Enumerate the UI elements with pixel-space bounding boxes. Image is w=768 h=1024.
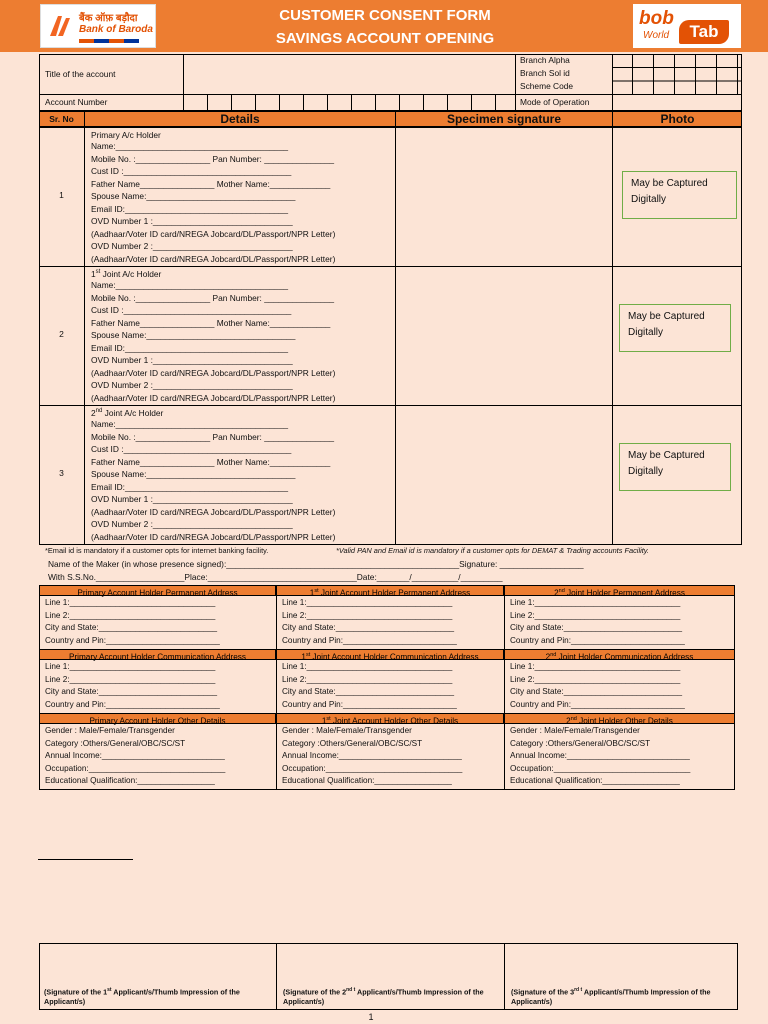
- address-line-field[interactable]: Country and Pin:_________________________: [45, 699, 220, 709]
- applicant-signature-caption[interactable]: [44, 985, 272, 1007]
- address-header-suffix: Joint Account Holder Communication Address: [310, 652, 479, 662]
- address-line-field[interactable]: Country and Pin:_________________________: [282, 699, 457, 709]
- address-header-sup: st: [314, 588, 319, 594]
- address-line-field[interactable]: Educational Qualification:_________________: [45, 776, 215, 785]
- holder-field-ovd-docs: (Aadhaar/Voter ID card/NREGA Jobcard/DL/Passport/NPR Letter): [91, 392, 336, 403]
- holder-field-name[interactable]: Name:_____________________________________: [91, 419, 289, 429]
- address-header-text: 2: [554, 588, 559, 598]
- address-header-suffix: Joint Holder Permanent Address: [564, 588, 685, 598]
- address-line-field[interactable]: Educational Qualification:_________________: [510, 776, 680, 785]
- logo-stripe: [79, 39, 139, 43]
- holder-field-ovd-docs: (Aadhaar/Voter ID card/NREGA Jobcard/DL/Passport/NPR Letter): [91, 228, 336, 239]
- address-header-sup: st: [305, 652, 311, 658]
- address-line-field[interactable]: Annual Income:___________________________: [45, 751, 225, 760]
- address-line-field[interactable]: City and State:__________________________: [282, 687, 455, 696]
- address-line-field[interactable]: Occupation:______________________________: [45, 763, 226, 773]
- holder-field-ovd2[interactable]: OVD Number 2 :______________________________: [91, 519, 293, 529]
- form-title-line2: SAVINGS ACCOUNT OPENING: [275, 30, 495, 47]
- address-line-field[interactable]: Annual Income:___________________________: [510, 751, 690, 760]
- holder-field-ovd-docs: (Aadhaar/Voter ID card/NREGA Jobcard/DL/Passport/NPR Letter): [91, 253, 336, 264]
- branch-code-grid[interactable]: [612, 54, 742, 94]
- holder-field-father-mother[interactable]: Father Name________________ Mother Name:_____________: [91, 178, 331, 189]
- address-line-field[interactable]: Gender : Male/Female/Transgender: [45, 726, 175, 735]
- holder-heading-text: 2: [91, 407, 96, 418]
- address-line-field[interactable]: Country and Pin:_________________________: [510, 699, 685, 709]
- address-header-sup: st: [326, 716, 331, 722]
- signature-line: [38, 859, 133, 860]
- address-section-header: [504, 649, 735, 660]
- scheme-code-label: Scheme Code: [520, 81, 574, 91]
- address-line-field[interactable]: Gender : Male/Female/Transgender: [282, 726, 412, 735]
- holder-field-ovd2[interactable]: OVD Number 2 :______________________________: [91, 241, 293, 251]
- address-line-field[interactable]: Country and Pin:_________________________: [282, 635, 457, 645]
- holder-field-mobile[interactable]: Mobile No. :________________ Pan Number: _______________: [91, 431, 335, 442]
- address-line-field[interactable]: Country and Pin:_________________________: [510, 635, 685, 645]
- address-line-field[interactable]: City and State:__________________________: [510, 687, 683, 696]
- address-header-text: Primary Account Holder Permanent Address: [77, 588, 238, 598]
- address-line-field[interactable]: Category :Others/General/OBC/SC/ST: [45, 738, 186, 748]
- mode-of-operation-label: Mode of Operation: [520, 97, 590, 107]
- address-header-text: 1: [309, 588, 315, 598]
- holder-field-ovd1[interactable]: OVD Number 1 :______________________________: [91, 355, 293, 365]
- bobworld-bob-text: bob: [639, 8, 674, 29]
- signature-caption-sup: nd t: [346, 987, 356, 993]
- address-line-field[interactable]: Occupation:______________________________: [282, 763, 463, 773]
- signature-caption-suffix: Applicant/s/Thumb Impression of the Applicant/s): [283, 987, 484, 1007]
- address-section-header: [276, 713, 504, 724]
- address-line-field[interactable]: Category :Others/General/OBC/SC/ST: [282, 738, 423, 748]
- address-header-text: 1: [321, 716, 327, 726]
- sr-no-header: Sr. No: [49, 114, 74, 124]
- holder-heading-suffix: Joint A/c Holder: [100, 268, 162, 279]
- address-section-header: [276, 649, 504, 660]
- holder-heading-sup: st: [95, 269, 101, 275]
- signature-caption-text: (Signature of the 1: [44, 987, 108, 997]
- holder-field-mobile[interactable]: Mobile No. :________________ Pan Number: _______________: [91, 153, 335, 164]
- holder-sr-no: 1: [59, 190, 64, 200]
- holder-field-ovd-docs: (Aadhaar/Voter ID card/NREGA Jobcard/DL/Passport/NPR Letter): [91, 367, 336, 378]
- holder-field-spouse[interactable]: Spouse Name:________________________________: [91, 469, 296, 479]
- specimen-signature-header: Specimen signature: [446, 112, 562, 126]
- pan-mandatory-note: *Valid PAN and Email id is mandatory if a customer opts for DEMAT & Trading accounts Facility.: [336, 546, 649, 555]
- address-section-header: [39, 713, 276, 724]
- holder-field-name[interactable]: Name:_____________________________________: [91, 141, 289, 151]
- address-header-sup: nd: [550, 652, 557, 658]
- signature-caption-text: (Signature of the 3: [511, 987, 575, 997]
- address-line-field[interactable]: Educational Qualification:_________________: [282, 776, 452, 785]
- address-line-field[interactable]: Gender : Male/Female/Transgender: [510, 726, 640, 735]
- address-header-sup: nd: [558, 588, 565, 594]
- photo-header: Photo: [660, 112, 695, 126]
- page-number: 1: [368, 1012, 374, 1022]
- holder-field-ovd2[interactable]: OVD Number 2 :______________________________: [91, 380, 293, 390]
- signature-caption-text: (Signature of the 2: [283, 987, 347, 997]
- holder-field-mobile[interactable]: Mobile No. :________________ Pan Number: _______________: [91, 292, 335, 303]
- address-line-field[interactable]: Occupation:______________________________: [510, 763, 691, 773]
- specimen-signature-field[interactable]: [396, 127, 612, 266]
- holder-field-cust-id[interactable]: Cust ID :____________________________________: [91, 305, 292, 315]
- maker-name-line[interactable]: Name of the Maker (in whose presence signed):__________________________________________________Signature: __________________: [48, 559, 584, 569]
- holder-field-spouse[interactable]: Spouse Name:________________________________: [91, 191, 296, 201]
- bob-world-tab-logo: [633, 4, 741, 48]
- ss-place-date-line[interactable]: With S.S.No.___________________Place:________________________________Date:_______/__________/_________: [48, 572, 503, 582]
- photo-capture-note: May be Captured Digitally: [619, 304, 731, 352]
- address-header-text: Primary Account Holder Communication Address: [68, 652, 246, 662]
- holder-heading-text: Primary A/c Holder: [91, 129, 161, 140]
- photo-capture-note: May be Captured Digitally: [622, 171, 737, 219]
- address-section-header: [504, 713, 735, 724]
- signature-caption-sup: st: [107, 987, 112, 993]
- account-number-boxes[interactable]: [183, 94, 515, 111]
- applicant-signature-caption[interactable]: [283, 985, 501, 1007]
- holder-sr-no: 3: [59, 468, 64, 478]
- address-line-field[interactable]: Line 2:________________________________: [282, 610, 453, 620]
- address-line-field[interactable]: Line 1:________________________________: [45, 662, 216, 671]
- address-section-header: [39, 649, 276, 660]
- address-header-suffix: Joint Account Holder Permanent Address: [318, 588, 471, 598]
- branch-sol-id-label: Branch Sol id: [520, 68, 570, 78]
- address-section-header: [504, 585, 735, 596]
- holder-field-email[interactable]: Email ID:___________________________________: [91, 203, 288, 214]
- holder-field-cust-id[interactable]: Cust ID :____________________________________: [91, 166, 292, 176]
- address-section-header: [276, 585, 504, 596]
- address-line-field[interactable]: City and State:__________________________: [282, 623, 455, 632]
- details-header: Details: [220, 112, 260, 126]
- address-line-field[interactable]: Line 1:________________________________: [510, 598, 681, 607]
- holder-field-ovd-docs: (Aadhaar/Voter ID card/NREGA Jobcard/DL/Passport/NPR Letter): [91, 531, 336, 542]
- bank-of-baroda-logo: [40, 4, 156, 48]
- holder-field-ovd1[interactable]: OVD Number 1 :______________________________: [91, 494, 293, 504]
- address-header-suffix: Joint Account Holder Other Details: [330, 716, 459, 726]
- holder-sr-no: 2: [59, 329, 64, 339]
- applicant-signature-caption[interactable]: [511, 985, 729, 1007]
- holder-heading-suffix: Joint A/c Holder: [102, 407, 164, 418]
- signature-caption-suffix: Applicant/s/Thumb Impression of the Applicant/s): [44, 987, 240, 1007]
- address-line-field[interactable]: Country and Pin:_________________________: [45, 635, 220, 645]
- specimen-signature-field[interactable]: [396, 266, 612, 405]
- address-line-field[interactable]: Line 2:________________________________: [282, 674, 453, 684]
- address-header-sup: nd: [570, 716, 577, 722]
- holder-field-name[interactable]: Name:_____________________________________: [91, 280, 289, 290]
- address-header-text: Primary Account Holder Other Details: [89, 716, 226, 726]
- address-line-field[interactable]: Line 2:________________________________: [510, 610, 681, 620]
- address-line-field[interactable]: City and State:__________________________: [45, 623, 218, 632]
- address-header-suffix: Joint Holder Communication Address: [556, 652, 694, 662]
- address-line-field[interactable]: Category :Others/General/OBC/SC/ST: [510, 738, 651, 748]
- form-title-line1: CUSTOMER CONSENT FORM: [279, 7, 491, 24]
- address-line-field[interactable]: Line 2:________________________________: [45, 610, 216, 620]
- bank-hindi-name: बैंक ऑफ़ बड़ौदा: [79, 13, 138, 24]
- address-line-field[interactable]: Line 1:________________________________: [510, 662, 681, 671]
- address-header-suffix: Joint Holder Other Details: [576, 716, 673, 726]
- holder-heading-text: 1: [91, 268, 96, 279]
- address-line-field[interactable]: Line 2:________________________________: [45, 674, 216, 684]
- address-section-header: [39, 585, 276, 596]
- address-header-text: 1: [301, 652, 306, 662]
- email-mandatory-note: *Email id is mandatory if a customer opts for internet banking facility.: [45, 546, 269, 555]
- holder-field-email[interactable]: Email ID:___________________________________: [91, 481, 288, 492]
- bob-sunburst-icon: [44, 10, 78, 44]
- signature-caption-suffix: Applicant/s/Thumb Impression of the Applicant/s): [511, 987, 711, 1007]
- address-line-field[interactable]: Line 1:________________________________: [282, 598, 453, 607]
- specimen-signature-field[interactable]: [396, 405, 612, 544]
- address-line-field[interactable]: City and State:__________________________: [510, 623, 683, 632]
- address-line-field[interactable]: City and State:__________________________: [45, 687, 218, 696]
- address-line-field[interactable]: Line 1:________________________________: [45, 598, 216, 607]
- holder-field-father-mother[interactable]: Father Name________________ Mother Name:_____________: [91, 317, 331, 328]
- address-header-text: 2: [566, 716, 571, 726]
- photo-capture-note: May be Captured Digitally: [619, 443, 731, 491]
- bank-english-name: Bank of Baroda: [79, 24, 153, 35]
- address-line-field[interactable]: Annual Income:___________________________: [282, 751, 462, 760]
- branch-alpha-label: Branch Alpha: [520, 55, 570, 65]
- holder-field-ovd-docs: (Aadhaar/Voter ID card/NREGA Jobcard/DL/Passport/NPR Letter): [91, 506, 336, 517]
- address-line-field[interactable]: Line 1:________________________________: [282, 662, 453, 671]
- mode-of-operation-field[interactable]: [612, 94, 742, 111]
- address-header-text: 2: [545, 652, 551, 662]
- holder-heading-sup: nd: [95, 408, 103, 414]
- bobworld-world-text: World: [643, 30, 670, 41]
- holder-field-father-mother[interactable]: Father Name________________ Mother Name:_____________: [91, 456, 331, 467]
- signature-caption-sup: rd t: [574, 987, 583, 993]
- holder-field-email[interactable]: Email ID:___________________________________: [91, 342, 288, 353]
- account-number-label: Account Number: [45, 97, 108, 107]
- holder-field-cust-id[interactable]: Cust ID :____________________________________: [91, 444, 292, 454]
- bobworld-tab-badge: Tab: [679, 20, 729, 44]
- holder-field-spouse[interactable]: Spouse Name:________________________________: [91, 330, 296, 340]
- title-of-account-label: Title of the account: [45, 69, 116, 79]
- address-line-field[interactable]: Line 2:________________________________: [510, 674, 681, 684]
- holder-field-ovd1[interactable]: OVD Number 1 :______________________________: [91, 216, 293, 226]
